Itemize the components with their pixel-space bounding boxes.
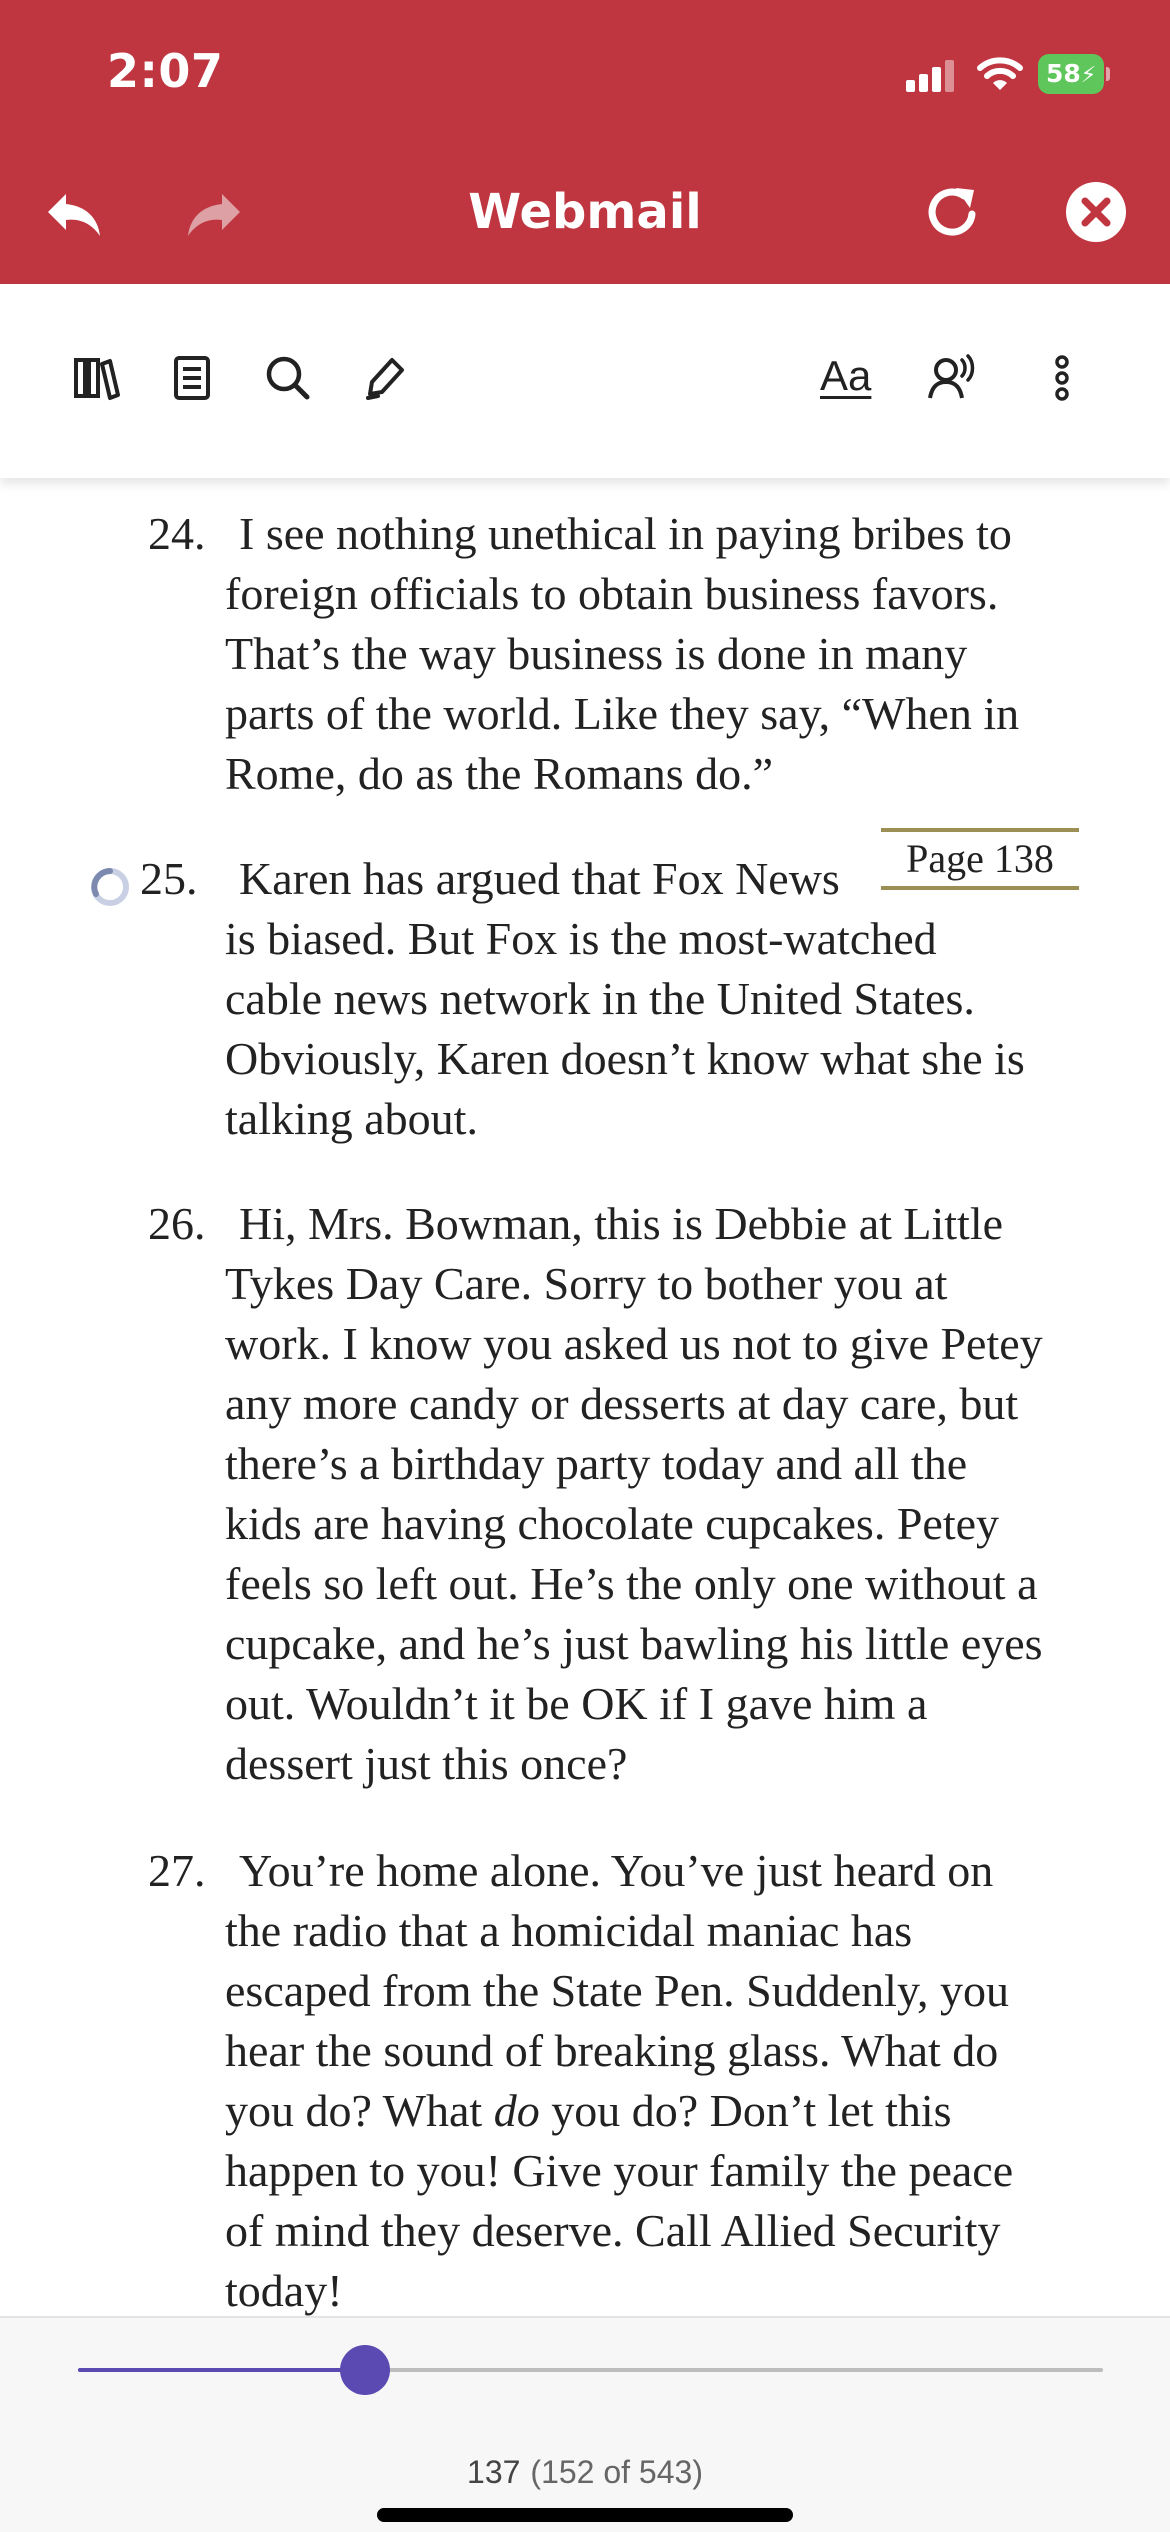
text-line: Tykes Day Care. Sorry to bother you at <box>225 1258 948 1309</box>
cellular-signal-icon <box>906 58 956 92</box>
text-line: hear the sound of breaking glass. What do <box>225 2025 999 2076</box>
item-number: 26. <box>148 1198 206 1249</box>
reload-icon[interactable] <box>920 178 988 246</box>
close-button[interactable] <box>1066 182 1126 242</box>
list-item <box>140 849 1088 1149</box>
reader-toolbar <box>0 284 1170 478</box>
text-line: Rome, do as the Romans do.” <box>225 748 774 799</box>
page-navigation-bar <box>0 2316 1170 2532</box>
text-line: work. I know you asked us not to give Petey <box>225 1318 1043 1369</box>
text-line: out. Wouldn’t it be OK if I gave him a <box>225 1678 928 1729</box>
pencil-icon[interactable] <box>356 350 412 406</box>
list-item <box>148 1194 1088 1794</box>
battery-icon <box>1038 54 1110 94</box>
text-line: escaped from the State Pen. Suddenly, you <box>225 1965 1009 2016</box>
text-line: Hi, Mrs. Bowman, this is Debbie at Little <box>239 1198 1004 1249</box>
text-line: parts of the world. Like they say, “When in <box>225 688 1020 739</box>
text-line: I see nothing unethical in paying bribes to <box>239 508 1012 559</box>
text-line: cable news network in the United States. <box>225 973 975 1024</box>
page-slider[interactable] <box>78 2368 1103 2372</box>
wifi-icon <box>976 54 1024 94</box>
text-line: foreign officials to obtain business favors. <box>225 568 999 619</box>
item-number: 27. <box>148 1845 206 1896</box>
emphasis-text: do <box>493 2085 540 2136</box>
search-icon[interactable] <box>260 350 316 406</box>
text-line: feels so left out. He’s the only one without a <box>225 1558 1038 1609</box>
close-icon <box>1066 182 1126 242</box>
book-page[interactable] <box>0 478 1170 2316</box>
more-icon[interactable] <box>1034 350 1090 406</box>
charging-bolt-icon: ⚡ <box>1080 63 1097 88</box>
text-fragment: you do? Don’t let this <box>539 2085 952 2136</box>
current-page-number: 137 <box>467 2454 521 2490</box>
text-line: dessert just this once? <box>225 1738 628 1789</box>
loading-spinner-icon <box>89 866 131 908</box>
text-line: today! <box>225 2265 343 2316</box>
battery-level: 58 <box>1046 59 1081 88</box>
text-settings-button[interactable]: Aa <box>820 352 872 399</box>
text-line <box>148 2081 1088 2141</box>
text-line: Karen has argued that Fox News <box>239 853 840 904</box>
text-line: of mind they deserve. Call Allied Security <box>225 2205 1001 2256</box>
text-line: talking about. <box>225 1093 478 1144</box>
library-icon[interactable] <box>68 350 124 406</box>
page-marker: Page 138 <box>881 828 1079 890</box>
text-fragment: you do? What <box>225 2085 494 2136</box>
list-item <box>148 504 1088 804</box>
location-count: (152 of 543) <box>530 2454 703 2490</box>
item-number: 24. <box>148 508 206 559</box>
text-line: the radio that a homicidal maniac has <box>225 1905 913 1956</box>
status-time: 2:07 <box>107 44 224 98</box>
text-line: happen to you! Give your family the peace <box>225 2145 1014 2196</box>
text-line: Obviously, Karen doesn’t know what she is <box>225 1033 1025 1084</box>
text-line: kids are having chocolate cupcakes. Petey <box>225 1498 1000 1549</box>
item-number: 25. <box>140 853 198 904</box>
text-line: there’s a birthday party today and all the <box>225 1438 968 1489</box>
page-slider-fill <box>78 2368 365 2372</box>
home-indicator[interactable] <box>377 2508 793 2522</box>
page-slider-thumb[interactable] <box>340 2345 390 2395</box>
contents-icon[interactable] <box>164 350 220 406</box>
app-header <box>0 0 1170 284</box>
text-line: You’re home alone. You’ve just heard on <box>239 1845 994 1896</box>
page-title: Webmail <box>468 184 702 240</box>
text-line: cupcake, and he’s just bawling his little eyes <box>225 1618 1043 1669</box>
text-line: That’s the way business is done in many <box>225 628 968 679</box>
text-line: is biased. But Fox is the most-watched <box>225 913 937 964</box>
text-line: any more candy or desserts at day care, but <box>225 1378 1019 1429</box>
read-aloud-icon[interactable] <box>924 350 980 406</box>
page-indicator <box>0 2454 1170 2491</box>
list-item <box>148 1841 1088 2316</box>
